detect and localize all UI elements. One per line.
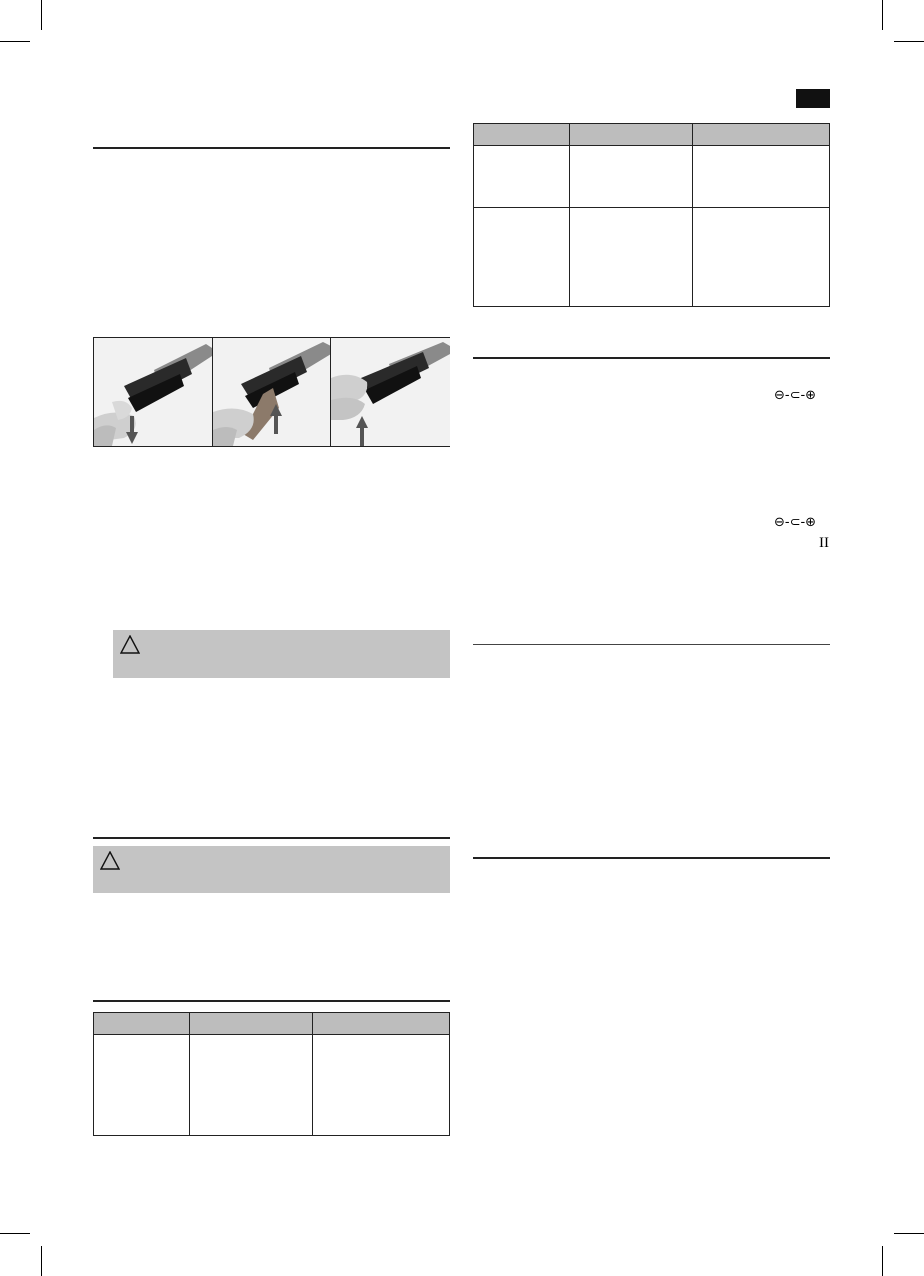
warning-triangle-icon [100,851,120,870]
table-cell [693,208,830,307]
warning-triangle-icon [120,635,140,654]
troubleshooting-table-continued [473,123,830,307]
table-cell [190,1035,313,1136]
crop-mark [882,1246,883,1276]
table-header-cell [313,1013,450,1035]
section-rule [473,644,830,645]
crop-mark [41,0,42,30]
crop-mark [0,41,30,42]
crop-mark [894,41,924,42]
table-cell [693,146,830,208]
troubleshooting-table [93,1012,450,1136]
table-cell [570,208,693,307]
arrow-down-icon [126,416,138,444]
section-rule [473,857,830,859]
crop-mark [0,1233,30,1234]
table-cell [94,1035,190,1136]
section-rule [93,1000,450,1002]
protection-class-symbol: II [819,535,829,551]
table-header-row [474,124,830,146]
cartridge-photo-strip [93,337,450,447]
cartridge-photo-step-2 [212,338,331,446]
section-rule [93,147,450,149]
warning-box [113,630,450,678]
table-cell [474,208,570,307]
cartridge-photo-step-3 [330,338,450,446]
table-header-cell [570,124,693,146]
crop-mark [882,0,883,30]
table-cell [570,146,693,208]
section-rule [93,837,450,839]
crop-mark [894,1233,924,1234]
warning-box [93,846,450,893]
section-rule [473,357,830,359]
crop-mark [41,1246,42,1276]
table-header-cell [693,124,830,146]
cartridge-photo-step-1 [94,338,212,446]
table-header-cell [94,1013,190,1035]
language-tab [796,89,830,108]
polarity-symbol: ⊖-⊂-⊕ [774,388,817,403]
arrow-up-icon [356,416,368,446]
table-cell [474,146,570,208]
polarity-symbol: ⊖-⊂-⊕ [774,515,817,530]
table-header-cell [190,1013,313,1035]
table-header-row [94,1013,450,1035]
table-header-cell [474,124,570,146]
table-row [474,208,830,307]
table-row [94,1035,450,1136]
arrow-up-icon [270,404,282,434]
table-cell [313,1035,450,1136]
table-row [474,146,830,208]
